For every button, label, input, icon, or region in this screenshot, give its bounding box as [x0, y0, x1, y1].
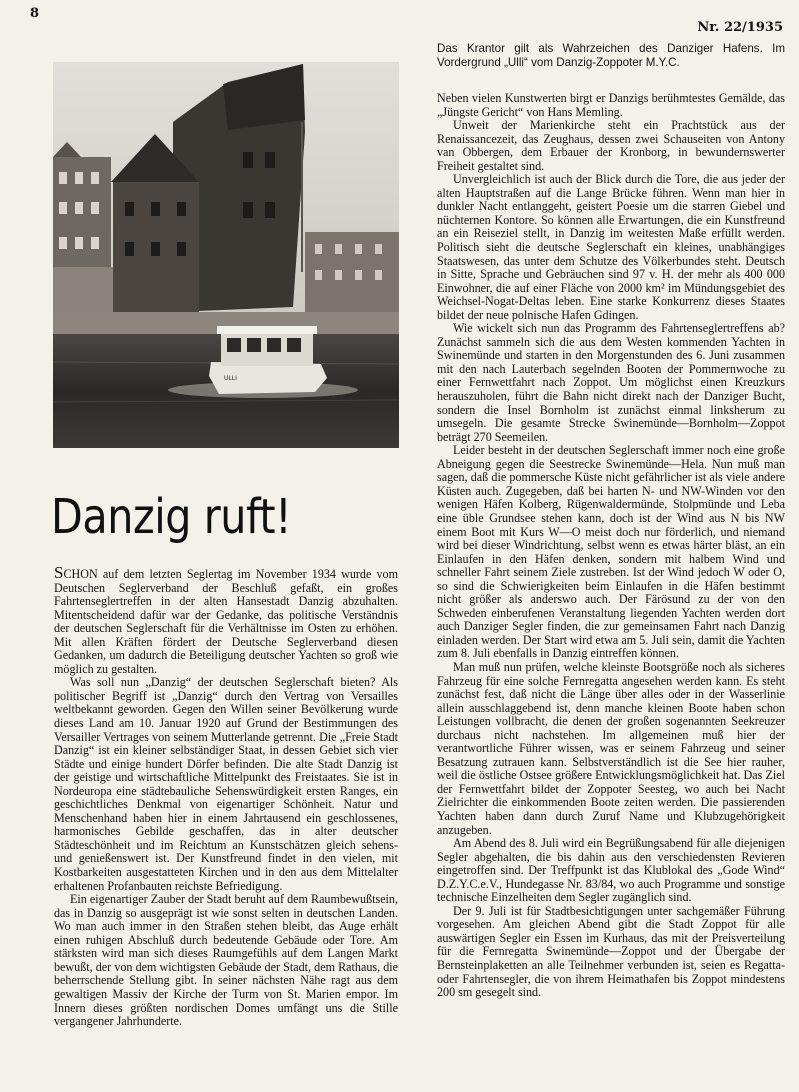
article-title: Danzig ruft! [51, 489, 292, 545]
article-paragraph: Ein eigenartiger Zauber der Stadt beruht auf dem Raumbewußtsein, das in Danzig so ausgeprägt ist wie sonst selten in deutschen Landen. Wo man auch immer in den Straßen stehen bleibt, das Auge erhält einen ruhigen Abschluß durch bedeutende Gebäude oder Tore. Am stärksten wird man sich dieses Raumgefühls auf dem Langen Markt bewußt, der von dem wichtigsten Gebäude der Stadt, dem Rathaus, die beherrschende Stellung gibt. In seiner nächsten Nähe ragt aus dem gewaltigen Massiv der Kirche der Turm von St. Marien empor. Im Innern dieses größten nordischen Domes umfängt uns die Stille vergangener Jahrhunderte. [54, 892, 398, 1029]
boat-name: ULLI [224, 375, 237, 382]
article-paragraph: Am Abend des 8. Juli wird ein Begrüßungsabend für alle diejenigen Segler abgehalten, die bis dahin aus den verschiedensten Revieren eingetroffen sind. Der Treffpunkt ist das Klublokal des „Gode Wind“ D.Z.Y.C.e.V., Hundegasse Nr. 83/84, wo auch Programme und sonstige technische Einzelheiten dem Segler zugänglich sind. [437, 836, 785, 905]
article-column-left [54, 563, 398, 1029]
article-paragraph: Was soll nun „Danzig“ der deutschen Seglerschaft bieten? Als politischer Begriff ist „Danzig“ durch den Vertrag von Versailles weltbekannt geworden. Gegen den Willen seiner Bevölkerung wurde dieses Land am 10. Januar 1920 auf Grund der Bestimmungen des Versailler Vertrages von seinem Mutterlande getrennt. Die „Freie Stadt Danzig“ ist ein kleiner selbständiger Staat, in dessen Gebiet sich vier Städte und einige hundert Dörfer befinden. Die alte Stadt Danzig ist der geistige und wirtschaftliche Mittelpunkt des Freistaates. Sie ist in Nordeuropa eine städtebauliche Sehenswürdigkeit ersten Ranges, ein geschichtliches Denkmal von eigenartiger Schönheit. Natur und Menschenhand haben hier in einem Jahrtausend ein geschlossenes, harmonisches Gebilde geschaffen, das in alter deutscher Städteschönheit und im Reichtum an Kunstschätzen gleich sehens- und genießenswert ist. Der Kunstfreund findet in den vielen, mit Kostbarkeiten ausgestatteten Kirchen und in den aus dem Mittelalter erhaltenen Profanbauten reichste Befriedigung. [54, 675, 398, 893]
article-column-right [437, 92, 785, 1000]
article-paragraph: Unweit der Marienkirche steht ein Prachtstück aus der Renaissancezeit, das Zeughaus, dessen zwei Schauseiten von Antony van Obbergen, dem Erbauer der Kronborg, in bewundernswerter Freiheit gestaltet sind. [437, 118, 785, 173]
article-paragraph: Neben vielen Kunstwerten birgt er Danzigs berühmtestes Gemälde, das „Jüngste Gericht“ von Hans Memling. [437, 91, 785, 119]
article-paragraph: Unvergleichlich ist auch der Blick durch die Tore, die aus jeder der alten Hauptstraßen auf die Lange Brücke führen. Wenn man hier in dunkler Nacht entlanggeht, geistert Poesie um die starren Giebel und nüchternen Kontore. So können alle Erwartungen, die ein Kunstfreund an ein Reiseziel stellt, in Danzig im weitesten Maße erfüllt werden. Politisch sieht die deutsche Seglerschaft ein kleines, unabhängiges Staatswesen, das unter dem Schutze des Völkerbundes steht. Deutsch in Sitte, Sprache und Gebräuchen sind 97 v. H. der mehr als 400 000 Einwohner, die auf einer Fläche von 2000 km² im Mündungsgebiet des Weichsel-Nogat-Deltas leben. Eine starke Konkurrenz dieses Staates bildet der neue polnische Hafen Gdingen. [437, 172, 785, 322]
drop-cap: S [54, 563, 64, 582]
issue-number: Nr. 22/1935 [697, 20, 783, 35]
photo-illustration [53, 62, 399, 448]
photo-caption: Das Krantor gilt als Wahrzeichen des Danziger Hafens. Im Vordergrund „Ulli“ vom Danzig-Zoppoter M.Y.C. [437, 42, 785, 69]
article-paragraph: Man muß nun prüfen, welche kleinste Bootsgröße noch als sicheres Fahrzeug für eine solche Fernregatta angesehen werden kann. Es steht zunächst fest, daß nicht die Länge über alles oder in der Wasserlinie allein ausschlaggebend ist, denn manche kleinen Boote haben schon Leistungen vollbracht, die denen der großen sogenannten Seekreuzer durchaus nicht nachstehen. Im allgemeinen muß hier der verantwortliche Führer wissen, was er seinem Fahrzeug und seiner Besatzung zutrauen kann. Selbstverständlich ist die See hier rauher, weil die östliche Ostsee größere Entwicklungsmöglichkeit hat. Das Ziel der Fernwettfahrt bildet der Zoppoter Seesteg, wo auch bei Nacht Zielrichter die einkommenden Boote zeiten werden. Die passierenden Yachten haben dann durch Zuruf Name und Klubzugehörigkeit anzugeben. [437, 659, 785, 837]
article-paragraph: Wie wickelt sich nun das Programm des Fahrtenseglertreffens ab? Zunächst sammeln sich die aus dem Westen kommenden Yachten in Swinemünde und starten in den Morgenstunden des 6. Juni zusammen mit den nach Lauterbach segelnden Booten der Pommernwoche zu einer Fernwettfahrt nach Zoppot. Um möglichst einen Kreuzkurs herauszuholen, führt die Bahn nicht direkt nach der Danziger Bucht, sondern die Insel Bornholm ist zunächst einmal linksherum zu umsegeln. Die gesamte Strecke Swinemünde—Bornholm—Zoppot beträgt 270 Seemeilen. [437, 321, 785, 444]
article-paragraph: SCHON auf dem letzten Seglertag im November 1934 wurde vom Deutschen Seglerverband der Beschluß gefaßt, ein großes Fahrtenseglertreffen in der alten Hansestadt Danzig abzuhalten. Mitentscheidend dafür war der Gedanke, das politische Verständnis der deutschen Seglerschaft für die Verhältnisse im Osten zu erhöhen. Mit allen Kräften fördert der Deutsche Seglerverband diesen Gedanken, um dadurch die Beteiligung deutscher Yachten so groß wie möglich zu gestalten. [54, 563, 398, 676]
article-paragraph: Leider besteht in der deutschen Seglerschaft immer noch eine große Abneigung gegen die Seestrecke Swinemünde—Hela. Nun muß man sagen, daß die pommersche Küste nicht gefährlicher ist als viele andere Küsten auch. Zugegeben, daß bei harten N- und NW-Winden vor den wenigen Häfen Kolberg, Rügenwaldermünde, Stolpmünde und Leba eine üble Grundsee stehen kann, doch ist der Wind aus N bis NW einem Boot mit Kurs W—O meist doch nur förderlich, und niemand wird bei dieser Windrichtung, selbst wenn es etwas härter bläst, an ein Einlaufen in den Häfen denken, sondern mit halbem Wind und schneller Fahrt seinem Ziele zustreben. Ist der Wind jedoch W oder O, so sind die Schwierigkeiten beim Einlaufen in die Häfen bestimmt nicht größer als anderswo auch. Der Färösund zu der von den Schweden einberufenen Veranstaltung liegenden Yachten werden dort auch Danziger Segler finden, die zur gemeinsamen Fahrt nach Danzig einladen werden. Der Start wird etwa am 5. Juli sein, damit die Yachten zum 8. Juli ebenfalls in Danzig eintreffen können. [437, 443, 785, 661]
page-number: 8 [30, 6, 40, 21]
article-paragraph: Der 9. Juli ist für Stadtbesichtigungen unter sachgemäßer Führung vorgesehen. Am gleichen Abend gibt die Stadt Zoppot für alle auswärtigen Segler ein Essen im Kurhaus, das mit der Preisverteilung für die Fernregatta Swinemünde—Zoppot und der Übergabe der Bernsteinplaketten an alle Teilnehmer verbunden ist, seien es Regatta- oder Fahrtensegler, die von ihrem Heimathafen bis Zoppot mindestens 200 sm gesegelt sind. [437, 903, 785, 1000]
krantor-photo [53, 62, 399, 448]
